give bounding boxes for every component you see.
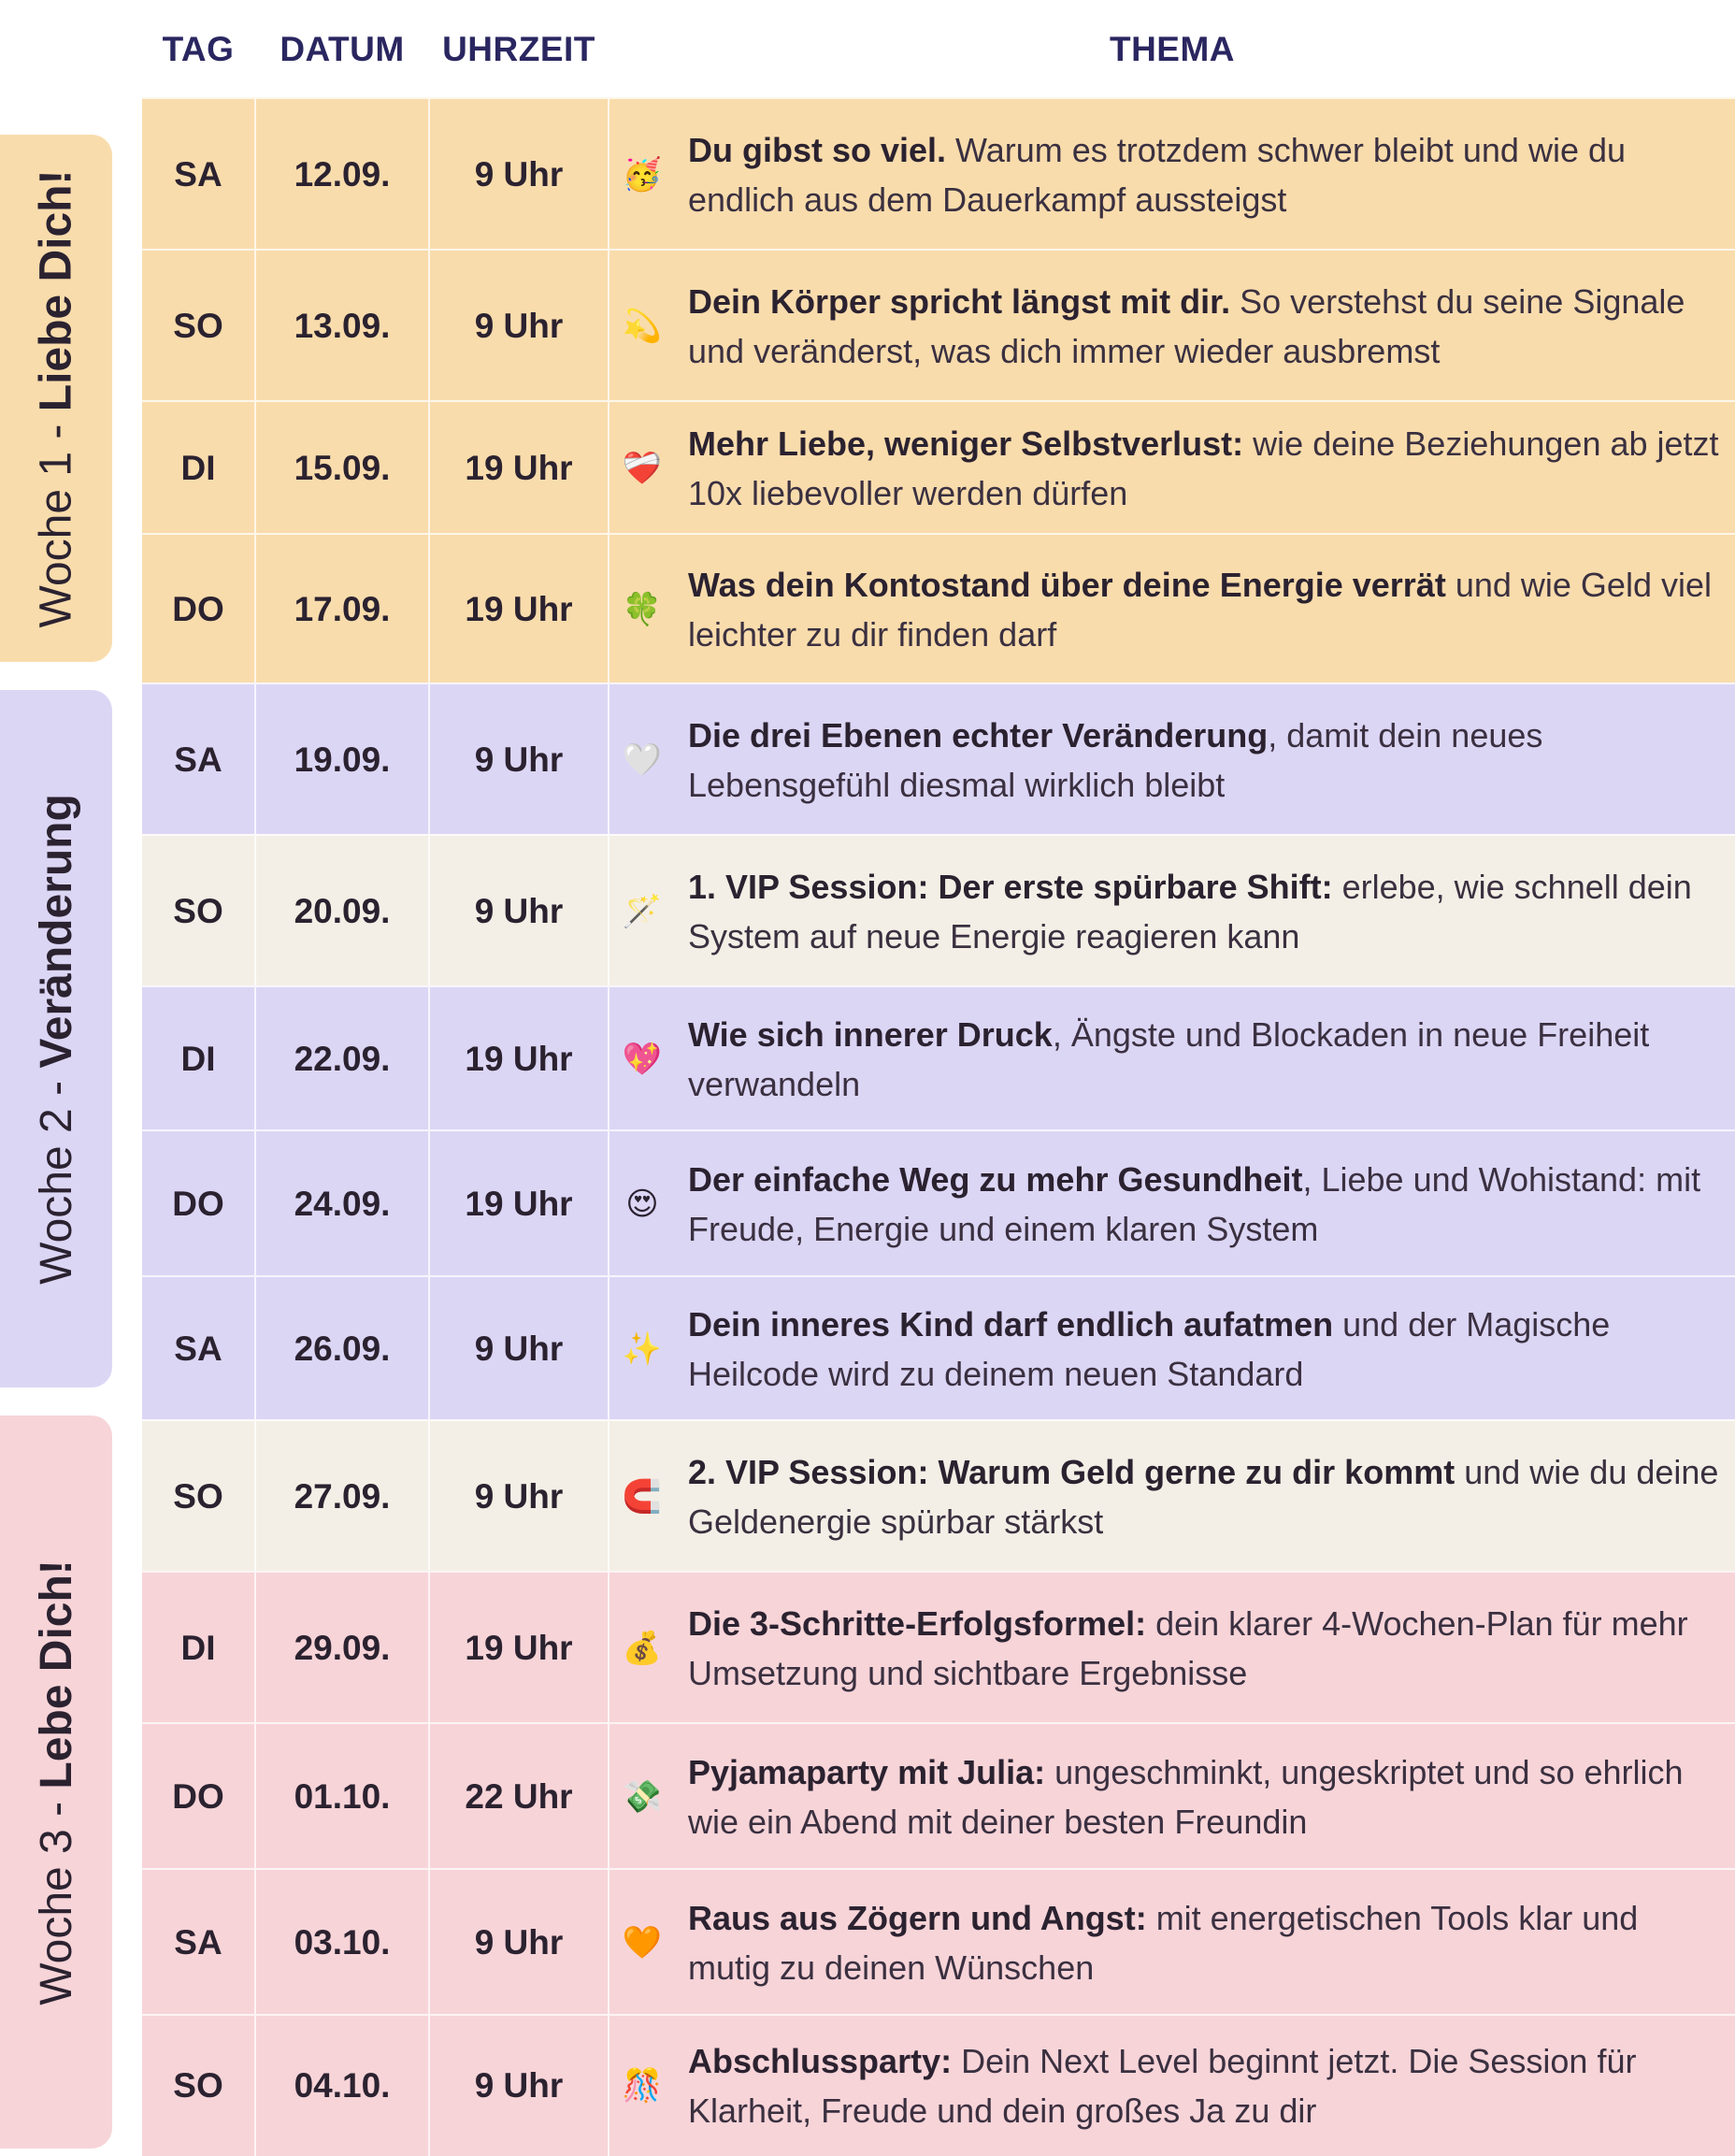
party-face-icon: 🥳 — [622, 157, 663, 193]
topic-text: wie deine Beziehungen ab jetzt 10x liebevoller werden dürfen — [688, 424, 1719, 512]
date-cell: 15.09. — [294, 449, 391, 487]
day-cell: SA — [174, 740, 222, 779]
heart-eyes-icon: 😍 — [625, 1186, 659, 1222]
day-cell: DI — [180, 1040, 216, 1078]
column-header-datum: DATUM — [280, 30, 405, 68]
day-cell: SO — [173, 1477, 223, 1516]
day-cell: SO — [173, 2066, 223, 2105]
money-bag-icon: 💰 — [622, 1631, 663, 1666]
topic-bold-text: Der einfache Weg zu mehr Gesundheit — [688, 1160, 1303, 1199]
topic-bold-text: Die drei Ebenen echter Veränderung — [688, 716, 1269, 755]
schedule-row — [142, 533, 1735, 684]
topic-bold-text: 1. VIP Session: Der erste spürbare Shift: — [688, 868, 1333, 906]
topic-bold-text: Dein inneres Kind darf endlich aufatmen — [688, 1305, 1334, 1344]
topic-cell — [688, 251, 1722, 402]
date-cell: 26.09. — [294, 1330, 391, 1368]
topic-bold-text: Wie sich innerer Druck — [688, 1015, 1053, 1054]
time-cell: 19 Uhr — [465, 1185, 573, 1223]
day-cell: DO — [172, 590, 224, 628]
time-cell: 22 Uhr — [465, 1777, 573, 1816]
date-cell: 17.09. — [294, 590, 391, 628]
schedule-row — [142, 1129, 1735, 1277]
four-leaf-clover-icon: 🍀 — [622, 592, 663, 627]
white-heart-icon: 🤍 — [622, 742, 663, 778]
topic-bold-text: 2. VIP Session: Warum Geld gerne zu dir kommt — [688, 1453, 1455, 1491]
day-cell: SA — [174, 155, 222, 194]
schedule-row — [142, 985, 1735, 1131]
topic-text: , Ängste und Blockaden in neue Freiheit verwandeln — [688, 1015, 1650, 1103]
week-1-label: Woche 1 - Liebe Dich! — [31, 169, 81, 627]
time-cell: 19 Uhr — [465, 590, 573, 628]
day-cell: SO — [173, 892, 223, 930]
date-cell: 20.09. — [294, 892, 391, 930]
week-2-tab — [0, 690, 112, 1387]
date-cell: 01.10. — [294, 1777, 391, 1816]
date-cell: 24.09. — [294, 1185, 391, 1223]
orange-heart-icon: 🧡 — [622, 1925, 663, 1961]
day-cell: SA — [174, 1330, 222, 1368]
topic-text: mit energetischen Tools klar und mutig zu deinen Wünschen — [688, 1899, 1639, 1987]
date-cell: 29.09. — [294, 1629, 391, 1667]
topic-cell — [688, 1131, 1722, 1277]
schedule-row — [142, 1571, 1735, 1724]
schedule-row — [142, 683, 1735, 836]
topic-cell — [688, 684, 1722, 836]
schedule-row — [142, 1868, 1735, 2016]
date-cell: 04.10. — [294, 2066, 391, 2105]
time-cell: 9 Uhr — [474, 740, 564, 779]
magic-wand-icon: 🪄 — [622, 894, 663, 929]
day-cell: SA — [174, 1923, 222, 1962]
date-cell: 13.09. — [294, 307, 391, 345]
time-cell: 19 Uhr — [465, 1629, 573, 1667]
topic-text: Warum es trotzdem schwer bleibt und wie du endlich aus dem Dauerkampf aussteigst — [688, 131, 1627, 219]
day-cell: DI — [180, 449, 216, 487]
topic-cell — [688, 2016, 1722, 2156]
day-cell: DI — [180, 1629, 216, 1667]
topic-cell — [688, 402, 1722, 535]
dizzy-star-icon: 💫 — [622, 309, 663, 344]
time-cell: 9 Uhr — [474, 1477, 564, 1516]
date-cell: 03.10. — [294, 1923, 391, 1962]
date-cell: 27.09. — [294, 1477, 391, 1516]
date-cell: 12.09. — [294, 155, 391, 194]
schedule-row — [142, 2014, 1735, 2156]
sparkles-icon: ✨ — [622, 1331, 663, 1367]
day-cell: SO — [173, 307, 223, 345]
topic-text: und wie Geld viel leichter zu dir finden darf — [688, 566, 1712, 654]
topic-bold-text: Mehr Liebe, weniger Selbstverlust: — [688, 424, 1244, 463]
time-cell: 9 Uhr — [474, 2066, 564, 2105]
week-2-label: Woche 2 - Veränderung — [31, 793, 81, 1285]
column-header-uhrzeit: UHRZEIT — [442, 30, 595, 68]
time-cell: 9 Uhr — [474, 1923, 564, 1962]
schedule-row — [142, 249, 1735, 402]
topic-text: , Liebe und Wohistand: mit Freude, Energie und einem klaren System — [688, 1160, 1701, 1248]
magnet-icon: 🧲 — [622, 1479, 663, 1515]
time-cell: 9 Uhr — [474, 155, 564, 194]
column-header-tag: TAG — [162, 30, 235, 68]
schedule-row — [142, 1419, 1735, 1573]
topic-cell — [688, 1724, 1722, 1870]
topic-bold-text: Was dein Kontostand über deine Energie verrät — [688, 566, 1446, 604]
topic-bold-text: Pyjamaparty mit Julia: — [688, 1753, 1046, 1791]
topic-text: und der Magische Heilcode wird zu deinem neuen Standard — [688, 1305, 1611, 1393]
time-cell: 9 Uhr — [474, 307, 564, 345]
time-cell: 19 Uhr — [465, 449, 573, 487]
topic-text: So verstehst du seine Signale und veränderst, was dich immer wieder ausbremst — [688, 282, 1685, 370]
topic-text: erlebe, wie schnell dein System auf neue Energie reagieren kann — [688, 868, 1692, 956]
topic-bold-text: Abschlussparty: — [688, 2042, 953, 2080]
time-cell: 9 Uhr — [474, 892, 564, 930]
schedule-row — [142, 834, 1735, 987]
schedule-row — [142, 400, 1735, 535]
schedule-row — [142, 1722, 1735, 1870]
topic-cell — [688, 836, 1722, 987]
mending-heart-icon: ❤️‍🩹 — [622, 451, 663, 486]
week-3-tab — [0, 1416, 112, 2149]
topic-cell — [688, 1421, 1722, 1573]
topic-text: Dein Next Level beginnt jetzt. Die Session für Klarheit, Freude und dein großes Ja zu dir — [688, 2042, 1637, 2130]
schedule-row — [142, 1275, 1735, 1421]
column-header-thema: THEMA — [1109, 30, 1236, 68]
topic-cell — [688, 1870, 1722, 2016]
topic-bold-text: Du gibst so viel. — [688, 131, 947, 169]
week-1-tab — [0, 135, 112, 662]
week-3-label: Woche 3 - Lebe Dich! — [31, 1559, 81, 2005]
date-cell: 22.09. — [294, 1040, 391, 1078]
topic-bold-text: Dein Körper spricht längst mit dir. — [688, 282, 1231, 321]
topic-cell — [688, 987, 1722, 1131]
day-cell: DO — [172, 1777, 224, 1816]
topic-text: und wie du deine Geldenergie spürbar stärkst — [688, 1453, 1719, 1541]
date-cell: 19.09. — [294, 740, 391, 779]
money-wings-icon: 💸 — [622, 1779, 663, 1815]
topic-cell — [688, 1277, 1722, 1421]
sparkling-heart-icon: 💖 — [622, 1042, 663, 1077]
time-cell: 9 Uhr — [474, 1330, 564, 1368]
confetti-icon: 🎊 — [622, 2068, 663, 2104]
topic-cell — [688, 99, 1722, 251]
topic-cell — [688, 1573, 1722, 1724]
schedule-row — [142, 97, 1735, 251]
day-cell: DO — [172, 1185, 224, 1223]
topic-text: , damit dein neues Lebensgefühl diesmal wirklich bleibt — [688, 716, 1543, 804]
topic-cell — [688, 535, 1722, 684]
topic-bold-text: Die 3-Schritte-Erfolgsformel: — [688, 1604, 1147, 1643]
topic-bold-text: Raus aus Zögern und Angst: — [688, 1899, 1147, 1937]
topic-text: ungeschminkt, ungeskriptet und so ehrlich wie ein Abend mit deiner besten Freundin — [688, 1753, 1684, 1841]
topic-text: dein klarer 4-Wochen-Plan für mehr Umsetzung und sichtbare Ergebnisse — [688, 1604, 1688, 1692]
time-cell: 19 Uhr — [465, 1040, 573, 1078]
